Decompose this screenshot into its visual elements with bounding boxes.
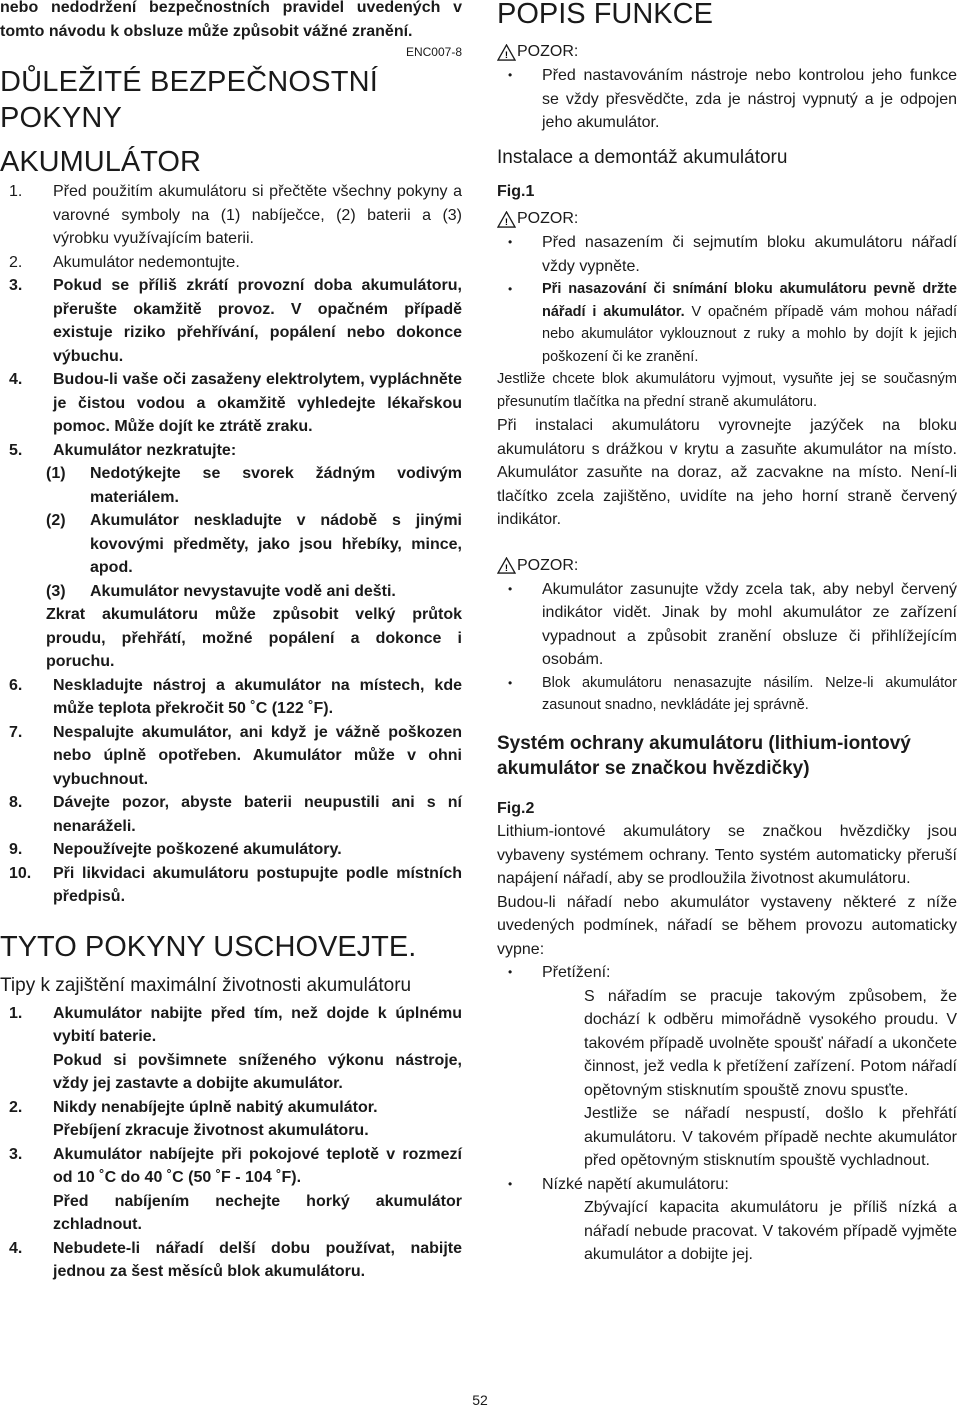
list-number: 4. bbox=[9, 371, 23, 388]
bullet-item bbox=[497, 231, 957, 278]
list-item bbox=[0, 838, 462, 862]
right-column bbox=[497, 0, 957, 1267]
list-item bbox=[0, 721, 462, 792]
bullet-overload bbox=[497, 961, 957, 985]
bullet-item bbox=[497, 672, 957, 717]
sub-text: Akumulátor neskladujte v nádobě s jinými kovovými předměty, jako jsou hřebíky, mince, apod. bbox=[90, 512, 462, 576]
list-number: 8. bbox=[9, 794, 23, 811]
tip-text: Nikdy nenabíjejte úplně nabitý akumulátor. bbox=[53, 1098, 378, 1116]
bullet-text: Před nastavováním nástroje nebo kontrolou jeho funkce se vždy přesvědčte, zda je nástroj vypnutý a je odpojen jeho akumulátor. bbox=[542, 67, 957, 131]
low-voltage-text: Zbývající kapacita akumulátoru je příliš nízká a nářadí nebude pracovat. V takovém případě vyjměte akumulátor a dobijte jej. bbox=[584, 1199, 957, 1263]
figure-ref-2: Fig.2 bbox=[497, 799, 535, 817]
heading-important-line1: DŮLEŽITÉ BEZPEČNOSTNÍ bbox=[0, 66, 379, 98]
list-text: Nespalujte akumulátor, ani když je vážně poškozen nebo úplně opotřeben. Akumulátor může v ohni vybuchnout. bbox=[53, 723, 462, 788]
list-item bbox=[0, 180, 462, 251]
caution-heading bbox=[497, 554, 957, 578]
overload-text-2: Jestliže se nářadí nespustí, došlo k přehřátí akumulátoru. V takovém případě nechte akumulátor před opětovným stisknutím spouště vychladnout. bbox=[584, 1105, 957, 1169]
sub-number: (1) bbox=[46, 465, 66, 482]
tip-item bbox=[0, 1237, 462, 1284]
svg-text:!: ! bbox=[504, 49, 509, 61]
warning-triangle-icon bbox=[497, 44, 516, 61]
tip-extra: Pokud si povšimnete sníženého výkonu nástroje, vždy jej zastavte a dobijte akumulátor. bbox=[53, 1051, 462, 1092]
tip-number: 1. bbox=[9, 1004, 23, 1022]
list-item bbox=[0, 674, 462, 721]
left-column bbox=[0, 0, 462, 1284]
heading-important-line2: POKYNY bbox=[0, 102, 123, 134]
bullet-dot: • bbox=[508, 1176, 513, 1191]
bullet-dot: • bbox=[508, 965, 513, 979]
bullet-dot: • bbox=[508, 581, 513, 596]
overload-label: Přetížení: bbox=[542, 964, 611, 981]
list-text: Pokud se příliš zkrátí provozní doba akumulátoru, přerušte okamžitě provoz. V opačném případě existuje riziko přehřívání, popálení nebo dokonce výbuchu. bbox=[53, 277, 462, 365]
bullet-item bbox=[497, 278, 957, 368]
low-voltage-label: Nízké napětí akumulátoru: bbox=[542, 1175, 729, 1193]
intro-text: nebo nedodržení bezpečnostních pravidel uvedených v tomto návodu k obsluze může způsobit vážné zranění. bbox=[0, 0, 462, 40]
heading-function: POPIS FUNKCE bbox=[497, 0, 713, 30]
list-item bbox=[0, 862, 462, 909]
bullet-dot: • bbox=[508, 282, 513, 296]
tip-extra: Přebíjení zkracuje životnost akumulátoru. bbox=[53, 1122, 369, 1139]
list-number: 6. bbox=[9, 676, 23, 694]
tip-item bbox=[0, 1096, 462, 1143]
caution-label: POZOR: bbox=[517, 43, 579, 60]
warning-triangle-icon bbox=[497, 557, 516, 574]
tip-item bbox=[0, 1002, 462, 1096]
caution-label: POZOR: bbox=[517, 556, 579, 574]
bullet-dot: • bbox=[508, 675, 513, 690]
heading-battery: AKUMULÁTOR bbox=[0, 146, 201, 178]
bullet-item bbox=[497, 578, 957, 672]
list-item bbox=[0, 791, 462, 838]
list-item bbox=[0, 274, 462, 368]
sub-item bbox=[0, 580, 462, 604]
list-text: Akumulátor nezkratujte: bbox=[53, 441, 237, 459]
heading-protection: Systém ochrany akumulátoru (lithium-iontový akumulátor se značkou hvězdičky) bbox=[497, 732, 911, 779]
list-item bbox=[0, 368, 462, 439]
bullet-text-bold: Při nasazování či snímání bloku akumulátoru pevně držte nářadí i akumulátor. bbox=[542, 281, 957, 320]
document-code: ENC007-8 bbox=[405, 45, 462, 59]
item5-note: Zkrat akumulátoru může způsobit velký průtok proudu, přehřátí, možné popálení a dokonce i poruchu. bbox=[46, 606, 462, 670]
tip-text: Nebudete-li nářadí delší dobu používat, nabijte jednou za šest měsíců blok akumulátoru. bbox=[53, 1239, 462, 1280]
sub-number: (3) bbox=[46, 582, 66, 600]
svg-text:!: ! bbox=[504, 563, 509, 574]
tip-extra: Před nabíjením nechejte horký akumulátor zchladnout. bbox=[53, 1192, 462, 1233]
sub-text: Akumulátor nevystavujte vodě ani dešti. bbox=[90, 582, 396, 600]
list-text: Akumulátor nedemontujte. bbox=[53, 253, 240, 271]
heading-keep: TYTO POKYNY USCHOVEJTE. bbox=[0, 930, 417, 963]
list-item bbox=[0, 439, 462, 463]
sub-number: (2) bbox=[46, 512, 66, 529]
list-text: Při likvidaci akumulátoru postupujte podle místních předpisů. bbox=[53, 864, 462, 905]
list-number: 7. bbox=[9, 723, 23, 741]
sub-item bbox=[0, 462, 462, 509]
paragraph-install: Při instalaci akumulátoru vyrovnejte jazýček na bloku akumulátoru s drážkou v krytu a zasuňte akumulátor na místo. Akumulátor zasuňte na doraz, až zacvakne na místo. Není-li tlačítko zcela zajištěno, uvidíte na jeho horní straně červený indikátor. bbox=[497, 417, 957, 528]
tip-text: Akumulátor nabijte před tím, než dojde k úplnému vybití baterie. bbox=[53, 1004, 462, 1045]
list-item bbox=[0, 251, 462, 275]
list-text: Dávejte pozor, abyste baterii neupustili ani s ní nenaráželi. bbox=[53, 794, 462, 835]
tip-number: 4. bbox=[9, 1239, 23, 1257]
heading-important bbox=[0, 64, 462, 136]
page-number: 52 bbox=[472, 1392, 488, 1408]
svg-text:!: ! bbox=[504, 216, 509, 228]
list-number: 5. bbox=[9, 441, 23, 459]
list-text: Budou-li vaše oči zasaženy elektrolytem, vypláchněte je čistou vodou a okamžitě vyhledejte lékařskou pomoc. Může dojít ke ztrátě zraku. bbox=[53, 371, 462, 435]
bullet-text-rest: V opačném případě vám mohou nářadí nebo akumulátor vyklouznout z ruky a mohlo by dojít k jejich poškození či ke zranění. bbox=[542, 303, 957, 365]
list-text: Před použitím akumulátoru si přečtěte všechny pokyny a varovné symboly na (1) nabíječce, (2) baterii a (3) výrobku využívajícím baterii. bbox=[53, 183, 462, 247]
warning-triangle-icon bbox=[497, 211, 516, 228]
bullet-text: Před nasazením či sejmutím bloku akumulátoru nářadí vždy vypněte. bbox=[542, 234, 957, 275]
caution-heading bbox=[497, 40, 957, 64]
list-number: 9. bbox=[9, 841, 23, 858]
tip-number: 3. bbox=[9, 1145, 23, 1163]
paragraph-remove: Jestliže chcete blok akumulátoru vyjmout, vysuňte jej se současným přesunutím tlačítka na přední straně akumulátoru. bbox=[497, 371, 957, 410]
sub-text: Nedotýkejte se svorek žádným vodivým materiálem. bbox=[90, 465, 462, 506]
tip-number: 2. bbox=[9, 1098, 23, 1116]
figure-ref-1: Fig.1 bbox=[497, 182, 535, 200]
list-number: 1. bbox=[9, 183, 23, 200]
bullet-item bbox=[497, 64, 957, 135]
paragraph-protection-2: Budou-li nářadí nebo akumulátor vystaveny některé z níže uvedených podmínek, nářadí se během provozu automaticky vypne: bbox=[497, 893, 957, 958]
list-text: Nepoužívejte poškozené akumulátory. bbox=[53, 841, 342, 858]
heading-tips: Tipy k zajištění maximální životnosti akumulátoru bbox=[0, 974, 412, 996]
caution-heading bbox=[497, 207, 957, 231]
tip-text: Akumulátor nabíjejte při pokojové teplotě v rozmezí od 10 ˚C do 40 ˚C (50 ˚F - 104 ˚F). bbox=[53, 1145, 462, 1186]
heading-install: Instalace a demontáž akumulátoru bbox=[497, 146, 788, 168]
sub-item bbox=[0, 509, 462, 580]
bullet-text: Akumulátor zasunujte vždy zcela tak, aby nebyl červený indikátor vidět. Jinak by mohl akumulátor ze zařízení vypadnout a způsobit zranění obsluze či přihlížejícím osobám. bbox=[542, 580, 957, 668]
list-number: 2. bbox=[9, 253, 23, 271]
list-text: Neskladujte nástroj a akumulátor na místech, kde může teplota překročit 50 ˚C (122 ˚F). bbox=[53, 676, 462, 717]
bullet-text: Blok akumulátoru nenasazujte násilím. Nelze-li akumulátor zasunout snadno, nevkládáte jej správně. bbox=[542, 674, 957, 713]
bullet-low-voltage bbox=[497, 1173, 957, 1197]
caution-label: POZOR: bbox=[517, 210, 579, 227]
overload-text-1: S nářadím se pracuje takovým způsobem, že dochází k odběru mimořádně vysokého proudu. V takovém případě uvolněte spoušť nářadí a ukončete činnost, jež vedla k přetížení zařízení. Potom nářadí opětovným stisknutím spouště znovu spusťte. bbox=[584, 987, 957, 1099]
bullet-dot: • bbox=[508, 68, 513, 82]
tip-item bbox=[0, 1143, 462, 1237]
bullet-text bbox=[542, 278, 957, 368]
list-number: 10. bbox=[9, 864, 32, 882]
list-number: 3. bbox=[9, 277, 23, 294]
bullet-dot: • bbox=[508, 235, 513, 249]
paragraph-protection-1: Lithium-iontové akumulátory se značkou hvězdičky jsou vybaveny systémem ochrany. Tento systém automaticky přeruší napájení nářadí, aby se prodloužila životnost akumulátoru. bbox=[497, 823, 957, 887]
